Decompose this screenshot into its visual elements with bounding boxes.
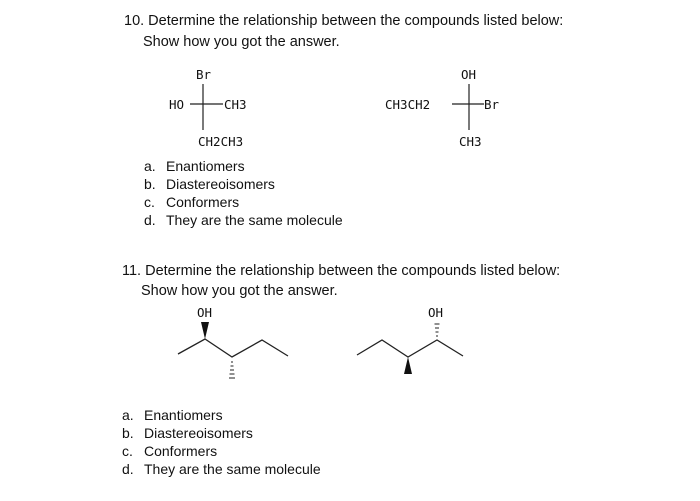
q11-option-c[interactable]: c. Conformers [122, 443, 218, 459]
q11-options [122, 406, 321, 478]
q11-option-a[interactable]: a. Enantiomers [122, 407, 223, 423]
q11-right-wedge [404, 357, 412, 374]
q10-title: 10. Determine the relationship between the compounds listed below: [124, 13, 564, 29]
q10-options [144, 157, 343, 229]
q11-subtitle: Show how you got the answer. [141, 283, 338, 299]
q11-right-hash [435, 324, 440, 336]
fischer-left-left: HO [169, 97, 185, 112]
q11-left-chain [178, 339, 288, 357]
fischer-left-right: CH3 [224, 97, 247, 112]
fischer-left-top: Br [196, 67, 212, 82]
q11-left-molecule [178, 322, 288, 378]
q11-right-chain [357, 340, 463, 357]
q11-left-hash [229, 362, 235, 378]
fischer-right-top: OH [461, 67, 477, 82]
q11-option-d[interactable]: d. They are the same molecule [122, 461, 321, 477]
q11-title: 11. Determine the relationship between the compounds listed below: [122, 263, 561, 279]
q11-option-b[interactable]: b. Diastereoisomers [122, 425, 253, 441]
fischer-right-bottom: CH3 [459, 134, 482, 149]
fischer-right-left: CH3CH2 [385, 97, 431, 112]
q10-subtitle: Show how you got the answer. [143, 34, 340, 50]
q10-option-c[interactable]: c. Conformers [144, 194, 240, 210]
q10-option-a[interactable]: a. Enantiomers [144, 158, 245, 174]
q11-left-oh: OH [197, 305, 213, 320]
q10-option-d[interactable]: d. They are the same molecule [144, 212, 343, 228]
q11-right-oh: OH [428, 305, 444, 320]
fischer-right-right: Br [484, 97, 500, 112]
q10-option-b[interactable]: b. Diastereoisomers [144, 176, 275, 192]
q11-left-wedge [201, 322, 209, 339]
fischer-left-bottom: CH2CH3 [198, 134, 244, 149]
q11-right-molecule [357, 324, 463, 374]
